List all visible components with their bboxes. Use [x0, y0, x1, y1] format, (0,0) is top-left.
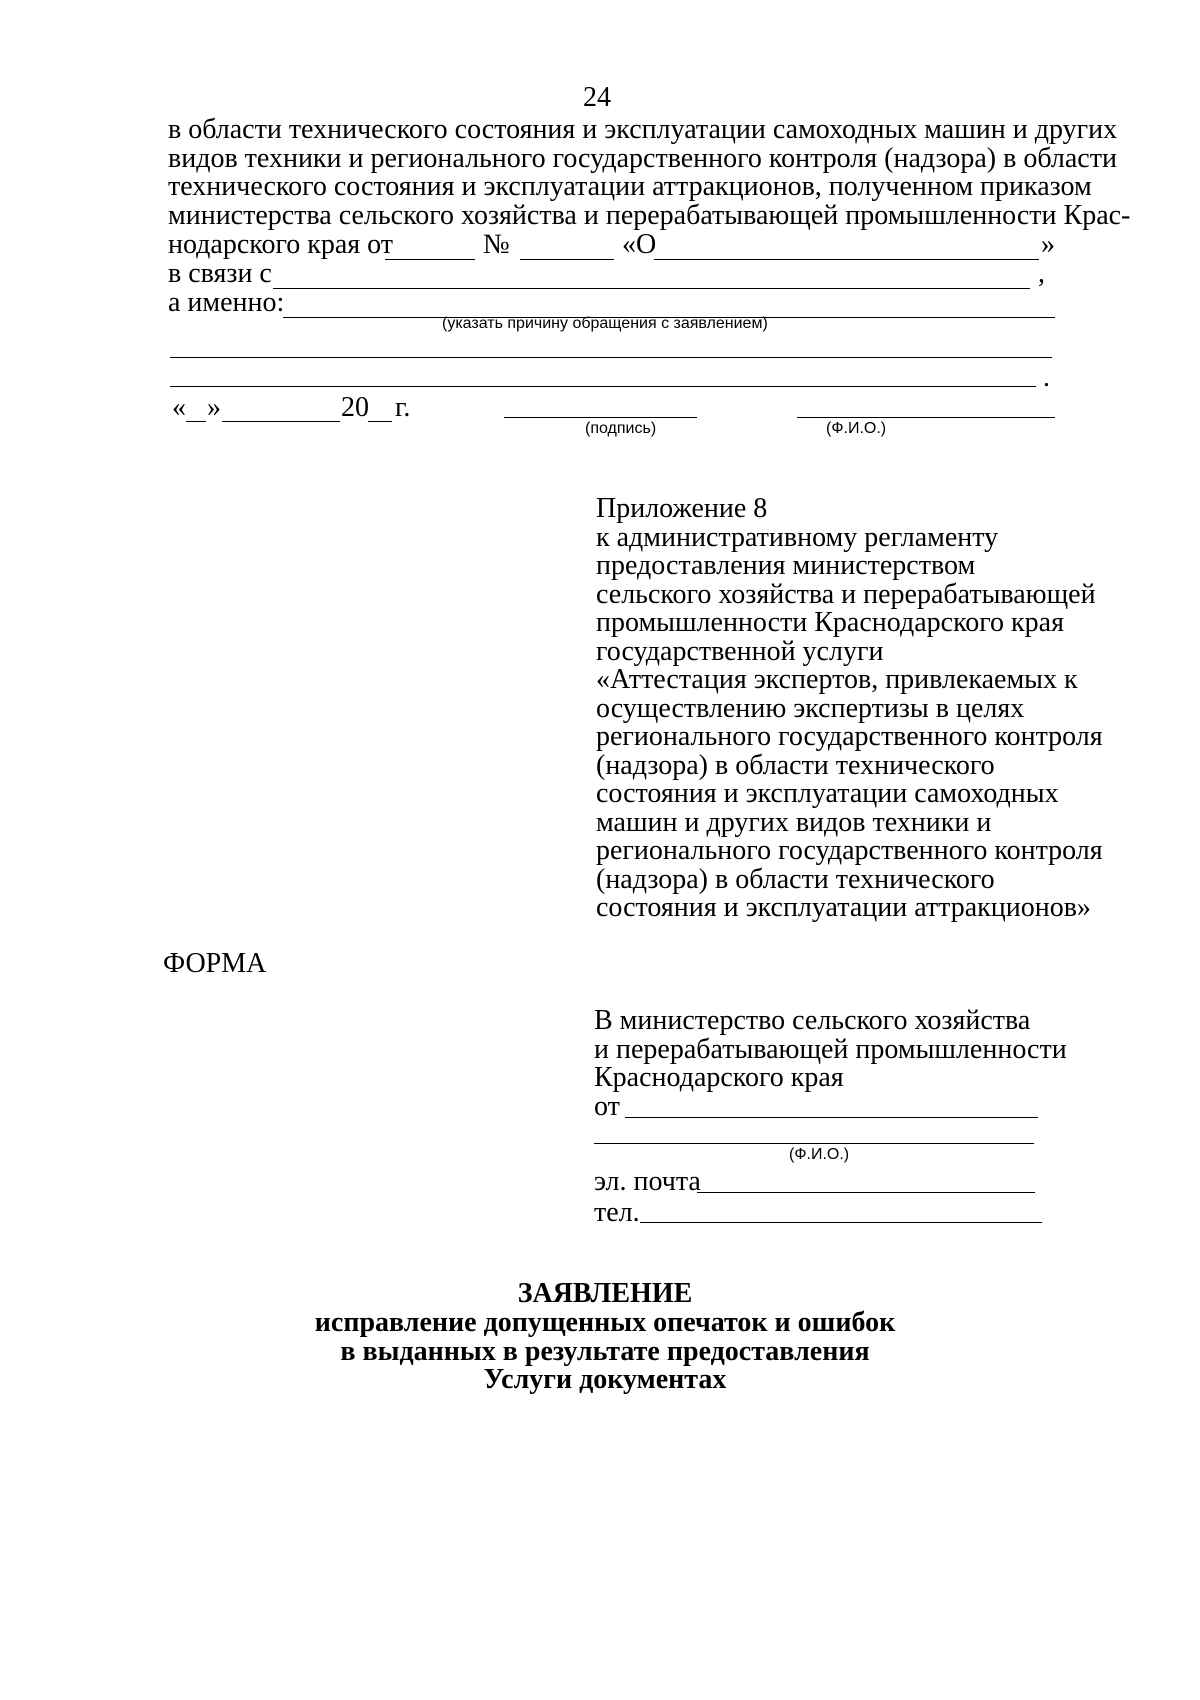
- email-label: эл. почта: [594, 1166, 701, 1197]
- year-suffix: г.: [395, 392, 411, 423]
- quote-close: »: [1041, 229, 1055, 260]
- appendix-line-10: (надзора) в области технического: [596, 750, 995, 781]
- signature-blank[interactable]: [504, 417, 697, 418]
- addressee-fio-caption: (Ф.И.О.): [789, 1146, 850, 1163]
- appendix-line-8: осуществлению экспертизы в целях: [596, 693, 1025, 724]
- reason-blank-line-1[interactable]: [170, 357, 1052, 358]
- in-connection-label: в связи с: [168, 258, 272, 289]
- in-connection-blank[interactable]: [273, 288, 1030, 289]
- intro-line-4: министерства сельского хозяйства и перерабатывающей промышленности Крас-: [168, 200, 1131, 231]
- year-prefix: 20: [341, 392, 369, 423]
- appendix-line-12: машин и других видов техники и: [596, 807, 992, 838]
- appendix-line-1: Приложение 8: [596, 493, 768, 524]
- signature-caption: (подпись): [585, 420, 657, 437]
- appendix-line-3: предоставления министерством: [596, 550, 976, 581]
- intro-line-3: технического состояния и эксплуатации аттракционов, полученном приказом: [168, 171, 1092, 202]
- appendix-line-13: регионального государственного контроля: [596, 835, 1103, 866]
- appendix-line-11: состояния и эксплуатации самоходных: [596, 778, 1059, 809]
- appendix-line-4: сельского хозяйства и перерабатывающей: [596, 579, 1096, 610]
- date-month-blank[interactable]: [222, 421, 340, 422]
- appendix-line-2: к административному регламенту: [596, 522, 999, 553]
- intro-line-2: видов техники и регионального государственного контроля (надзора) в области: [168, 143, 1117, 174]
- addressee-line-2: и перерабатывающей промышленности: [594, 1034, 1067, 1065]
- statement-subtitle-line-2: в выданных в результате предоставления: [340, 1336, 870, 1367]
- statement-subtitle-line-1: исправление допущенных опечаток и ошибок: [314, 1307, 896, 1338]
- fio-caption: (Ф.И.О.): [826, 420, 887, 437]
- email-blank[interactable]: [697, 1192, 1035, 1193]
- number-sign: №: [483, 229, 510, 260]
- addressee-line-3: Краснодарского края: [594, 1062, 844, 1093]
- year-blank[interactable]: [368, 421, 392, 422]
- statement-title: ЗАЯВЛЕНИЕ: [517, 1278, 693, 1309]
- order-number-blank[interactable]: [520, 259, 614, 260]
- order-date-blank[interactable]: [385, 259, 475, 260]
- phone-blank[interactable]: [640, 1222, 1042, 1223]
- phone-label: тел.: [594, 1197, 640, 1228]
- reason-caption: (указать причину обращения с заявлением): [442, 315, 768, 332]
- date-quote-open: «: [172, 392, 186, 423]
- reason-period: .: [1043, 362, 1050, 393]
- form-label: ФОРМА: [163, 948, 267, 979]
- appendix-line-5: промышленности Краснодарского края: [596, 607, 1064, 638]
- from-blank-line-2[interactable]: [594, 1143, 1034, 1144]
- appendix-line-6: государственной услуги: [596, 636, 884, 667]
- in-connection-comma: ,: [1038, 258, 1045, 289]
- order-title-blank[interactable]: [654, 259, 1039, 260]
- intro-line-5-prefix: нодарского края от: [168, 229, 394, 260]
- namely-label: а именно:: [168, 287, 285, 318]
- from-label: от: [594, 1091, 620, 1122]
- reason-blank-line-2[interactable]: [170, 386, 1036, 387]
- appendix-line-14: (надзора) в области технического: [596, 864, 995, 895]
- date-quote-close: »: [207, 392, 221, 423]
- page-number: 24: [583, 82, 611, 113]
- quote-open: «О: [622, 229, 657, 260]
- appendix-line-9: регионального государственного контроля: [596, 721, 1103, 752]
- from-blank[interactable]: [625, 1117, 1038, 1118]
- date-day-blank[interactable]: [186, 421, 206, 422]
- appendix-line-7: «Аттестация экспертов, привлекаемых к: [596, 664, 1078, 695]
- fio-blank[interactable]: [797, 417, 1055, 418]
- appendix-line-15: состояния и эксплуатации аттракционов»: [596, 892, 1091, 923]
- intro-line-1: в области технического состояния и эксплуатации самоходных машин и других: [168, 114, 1118, 145]
- statement-subtitle-line-3: Услуги документах: [483, 1364, 727, 1395]
- addressee-line-1: В министерство сельского хозяйства: [594, 1005, 1031, 1036]
